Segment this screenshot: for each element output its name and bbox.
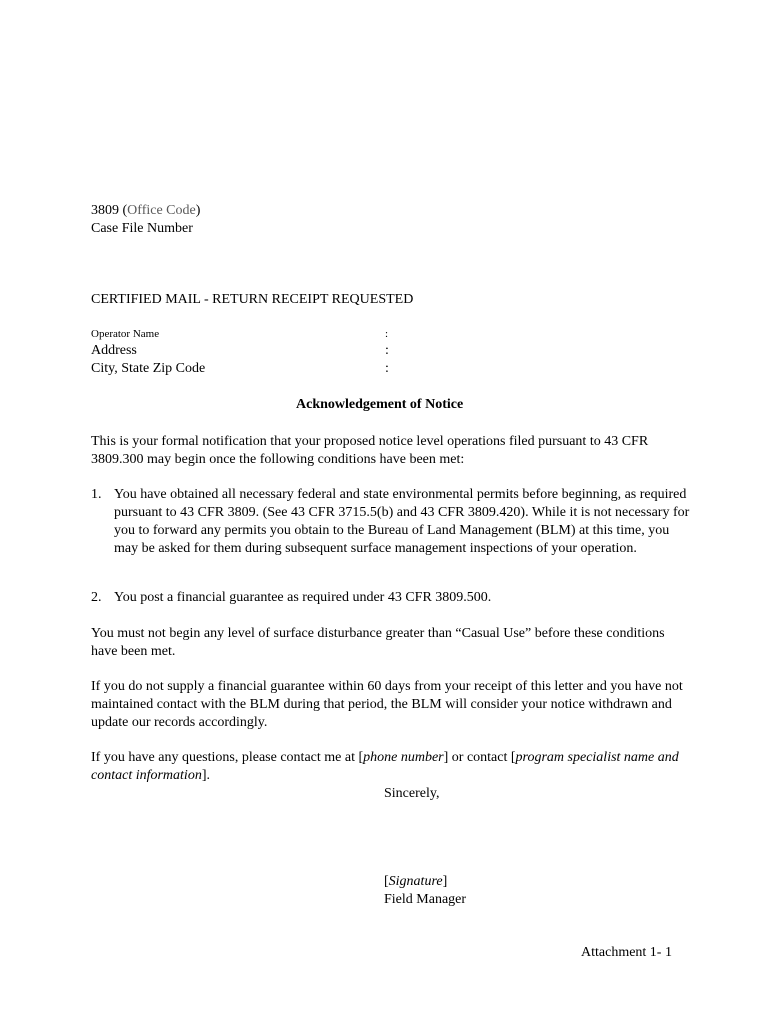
casual-use-paragraph: You must not begin any level of surface disturbance greater than “Casual Use” before these conditions have been met. bbox=[91, 626, 665, 659]
contact-paragraph bbox=[91, 749, 691, 785]
case-file-number: Case File Number bbox=[91, 221, 193, 236]
list-item bbox=[91, 486, 691, 558]
office-code-line: 3809 (Office Code) bbox=[91, 203, 201, 218]
letter-title: Acknowledgement of Notice bbox=[296, 397, 464, 412]
list-number: 1. bbox=[91, 487, 102, 502]
operator-name-colon: : bbox=[385, 328, 389, 340]
office-code-placeholder: Office Code bbox=[127, 203, 196, 218]
city-state-zip: City, State Zip Code bbox=[91, 361, 206, 376]
city-state-zip-colon: : bbox=[385, 361, 389, 376]
list-text: You have obtained all necessary federal and state environmental permits before beginning, as required pursuant to 43 CFR 3809. (See 43 CFR 3715.5(b) and 43 CFR 3809.420). While it is not necessary for you to forward any permits you obtain to the Bureau of Land Management (BLM) at this time, you may be asked for them during subsequent surface management inspections of your operation. bbox=[114, 487, 690, 556]
contact-middle: ] or contact [ bbox=[443, 750, 516, 765]
list-text: You post a financial guarantee as required under 43 CFR 3809.500. bbox=[114, 590, 492, 605]
list-number: 2. bbox=[91, 590, 102, 605]
contact-prefix: If you have any questions, please contact me at [ bbox=[91, 750, 364, 765]
signature-line: [Signature] bbox=[384, 874, 448, 889]
sincerely: Sincerely, bbox=[384, 786, 440, 801]
list-item bbox=[91, 589, 691, 607]
guarantee-paragraph: If you do not supply a financial guarantee within 60 days from your receipt of this letter and you have not maintained contact with the BLM during that period, the BLM will consider your notice withdrawn and update our records accordingly. bbox=[91, 679, 683, 730]
signature-placeholder: Signature bbox=[388, 874, 443, 889]
phone-number-placeholder: phone number bbox=[363, 750, 444, 765]
program-specialist-placeholder: program specialist name and contact information bbox=[91, 750, 679, 783]
address-colon: : bbox=[385, 343, 389, 358]
address: Address bbox=[91, 343, 137, 358]
code-number: 3809 bbox=[91, 203, 119, 218]
contact-suffix: ]. bbox=[201, 768, 210, 783]
field-manager-title: Field Manager bbox=[384, 892, 467, 907]
operator-name: Operator Name bbox=[91, 328, 160, 340]
intro-paragraph: This is your formal notification that your proposed notice level operations filed pursuant to 43 CFR 3809.300 may begin once the following conditions have been met: bbox=[91, 434, 649, 467]
attachment-footer: Attachment 1- 1 bbox=[581, 945, 672, 960]
certified-mail-notice: CERTIFIED MAIL - RETURN RECEIPT REQUESTED bbox=[91, 292, 414, 307]
